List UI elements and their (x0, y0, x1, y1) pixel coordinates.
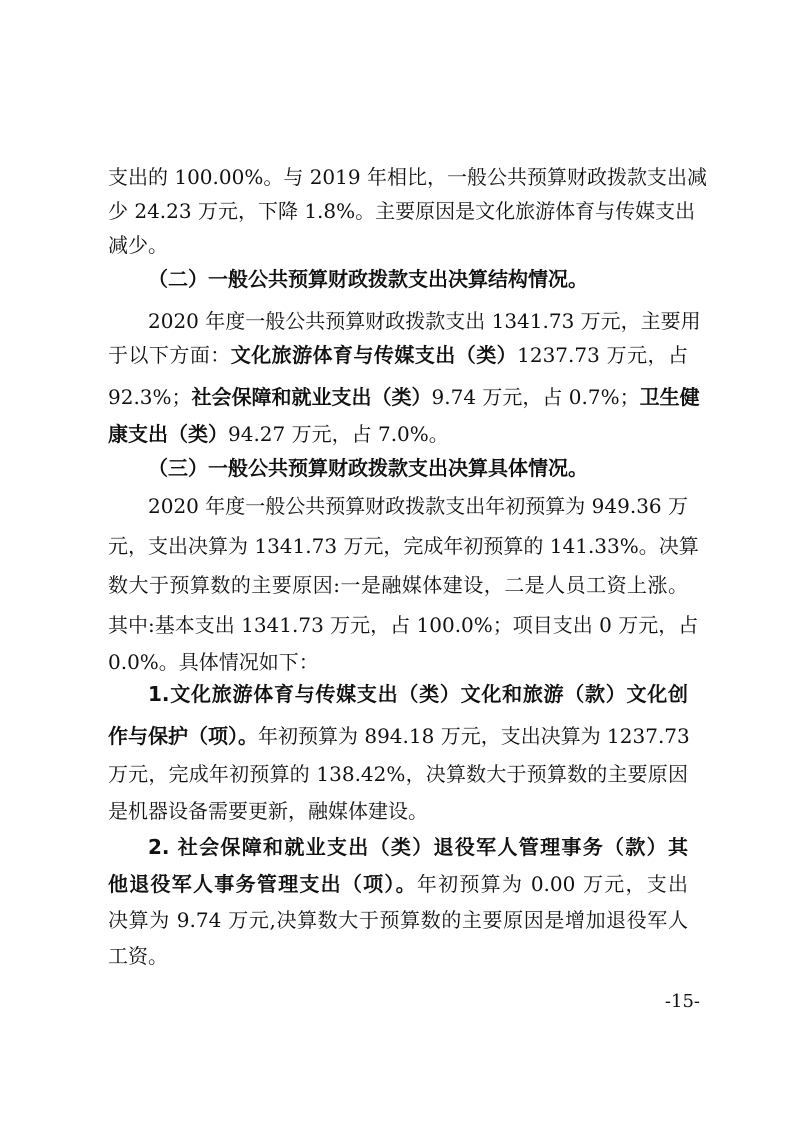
text: 决算为 9.74 万元,决算数大于预算数的主要原因是增加退役军人 (108, 908, 688, 932)
paragraph-line (148, 307, 701, 335)
paragraph-line (108, 870, 688, 898)
bold-text: 1.文化旅游体育与传媒支出（类）文化和旅游（款）文化创 (148, 682, 688, 706)
text: 2020 年度一般公共预算财政拨款支出 1341.73 万元，主要用 (148, 309, 701, 333)
text: 是机器设备需要更新，融媒体建设。 (108, 799, 428, 823)
paragraph-line (108, 163, 707, 191)
text: 数大于预算数的主要原因:一是融媒体建设，二是人员工资上涨。 (108, 573, 688, 597)
list-item-heading (148, 680, 688, 708)
paragraph-line (108, 906, 688, 934)
text: 减少。 (108, 233, 168, 257)
paragraph-line (108, 942, 688, 970)
paragraph-line (108, 383, 700, 411)
bold-text: 作与保护（项）。 (108, 724, 258, 748)
text: 年初预算为 894.18 万元，支出决算为 1237.73 (258, 724, 690, 748)
paragraph-line (148, 492, 688, 520)
bold-text: 康支出（类） (108, 422, 228, 446)
paragraph-line (108, 420, 688, 448)
paragraph-line (108, 341, 688, 369)
text: 工资。 (108, 944, 168, 968)
text: 年初预算为 0.00 万元，支出 (416, 872, 689, 896)
paragraph-line (108, 571, 688, 599)
text: 万元，完成年初预算的 138.42%，决算数大于预算数的主要原因 (108, 762, 688, 786)
text: 0.0%。具体情况如下： (108, 650, 319, 674)
text: 元，支出决算为 1341.73 万元，完成年初预算的 141.33%。决算 (108, 534, 699, 558)
text: 94.27 万元，占 7.0%。 (228, 422, 449, 446)
text: 少 24.23 万元，下降 1.8%。主要原因是文化旅游体育与传媒支出 (108, 199, 696, 223)
paragraph-line (108, 197, 696, 225)
paragraph-line (108, 648, 688, 676)
page-number: -15- (664, 991, 700, 1012)
bold-text: 文化旅游体育与传媒支出（类） (230, 343, 518, 367)
text: 其中:基本支出 1341.73 万元，占 100.0%；项目支出 0 万元，占 (108, 613, 699, 637)
paragraph-line (108, 760, 688, 788)
bold-text: 卫生健 (639, 385, 700, 409)
text: 2020 年度一般公共预算财政拨款支出年初预算为 949.36 万 (148, 494, 688, 518)
paragraph-line (108, 797, 688, 825)
bold-text: 2. 社会保障和就业支出（类）退役军人管理事务（款）其 (148, 835, 688, 859)
paragraph-line (108, 231, 688, 259)
bold-text: 社会保障和就业支出（类） (191, 385, 432, 409)
text: 于以下方面： (108, 343, 231, 367)
text: 92.3%； (108, 385, 192, 409)
paragraph-line (108, 611, 699, 639)
paragraph-line (108, 532, 699, 560)
bold-text: 他退役军人事务管理支出（项）。 (108, 872, 417, 896)
section-heading: （二）一般公共预算财政拨款支出决算结构情况。 (148, 267, 588, 291)
paragraph-line (108, 722, 688, 750)
text: 1237.73 万元，占 (517, 343, 689, 367)
text: 9.74 万元，占 0.7%； (431, 385, 640, 409)
list-item-heading (148, 833, 688, 861)
section-heading: （三）一般公共预算财政拨款支出决算具体情况。 (148, 456, 588, 480)
text: 支出的 100.00%。与 2019 年相比，一般公共预算财政拨款支出减 (108, 165, 707, 189)
